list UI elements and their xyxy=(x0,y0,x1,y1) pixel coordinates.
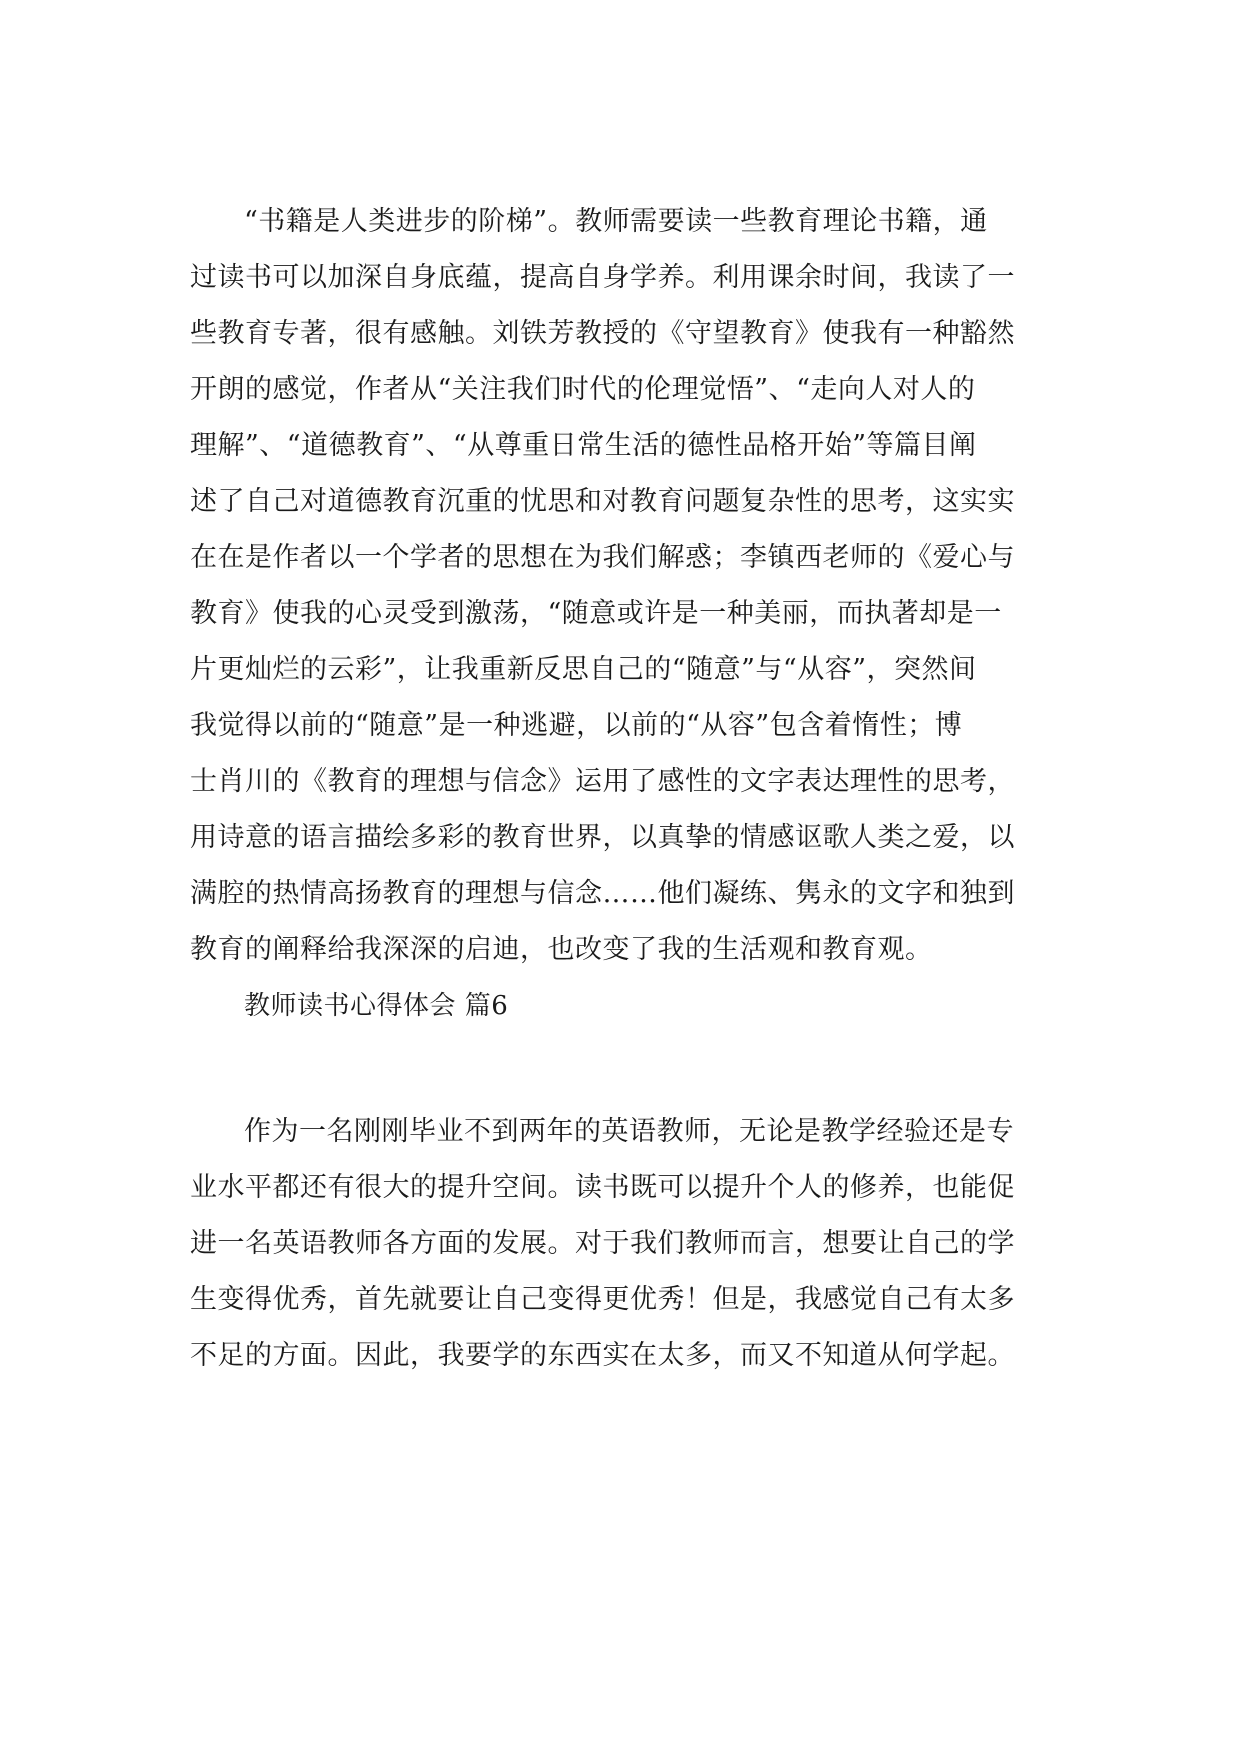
text-line: “书籍是人类进步的阶梯”。教师需要读一些教育理论书籍，通 xyxy=(244,206,988,237)
text-line: 进一名英语教师各方面的发展。对于我们教师而言，想要让自己的学 xyxy=(190,1228,1015,1259)
section-heading: 教师读书心得体会 篇6 xyxy=(244,991,509,1021)
text-line: 教育》使我的心灵受到激荡，“随意或许是一种美丽，而执著却是一 xyxy=(190,598,1002,629)
text-line: 教育的阐释给我深深的启迪，也改变了我的生活观和教育观。 xyxy=(190,934,933,965)
text-line: 不足的方面。因此，我要学的东西实在太多，而又不知道从何学起。 xyxy=(190,1340,1015,1371)
text-line: 些教育专著，很有感触。刘铁芳教授的《守望教育》使我有一种豁然 xyxy=(190,318,1015,349)
text-line: 作为一名刚刚毕业不到两年的英语教师，无论是教学经验还是专 xyxy=(244,1116,1014,1147)
text-line: 业水平都还有很大的提升空间。读书既可以提升个人的修养，也能促 xyxy=(190,1172,1015,1203)
text-line: 满腔的热情高扬教育的理想与信念……他们凝练、隽永的文字和独到 xyxy=(190,878,1015,909)
text-line: 生变得优秀，首先就要让自己变得更优秀！但是，我感觉自己有太多 xyxy=(190,1284,1015,1315)
text-line: 我觉得以前的“随意”是一种逃避，以前的“从容”包含着惰性；博 xyxy=(190,710,963,741)
text-line: 开朗的感觉，作者从“关注我们时代的伦理觉悟”、“走向人对人的 xyxy=(190,374,976,405)
text-line: 在在是作者以一个学者的思想在为我们解惑；李镇西老师的《爱心与 xyxy=(190,542,1015,573)
text-line: 片更灿烂的云彩”，让我重新反思自己的“随意”与“从容”，突然间 xyxy=(190,654,977,685)
text-line: 理解”、“道德教育”、“从尊重日常生活的德性品格开始”等篇目阐 xyxy=(190,430,977,461)
text-line: 过读书可以加深自身底蕴，提高自身学养。利用课余时间，我读了一 xyxy=(190,262,1015,293)
text-line: 士肖川的《教育的理想与信念》运用了感性的文字表达理性的思考， xyxy=(190,766,1015,797)
text-line: 用诗意的语言描绘多彩的教育世界，以真挚的情感讴歌人类之爱，以 xyxy=(190,822,1015,853)
text-line: 述了自己对道德教育沉重的忧思和对教育问题复杂性的思考，这实实 xyxy=(190,486,1015,517)
